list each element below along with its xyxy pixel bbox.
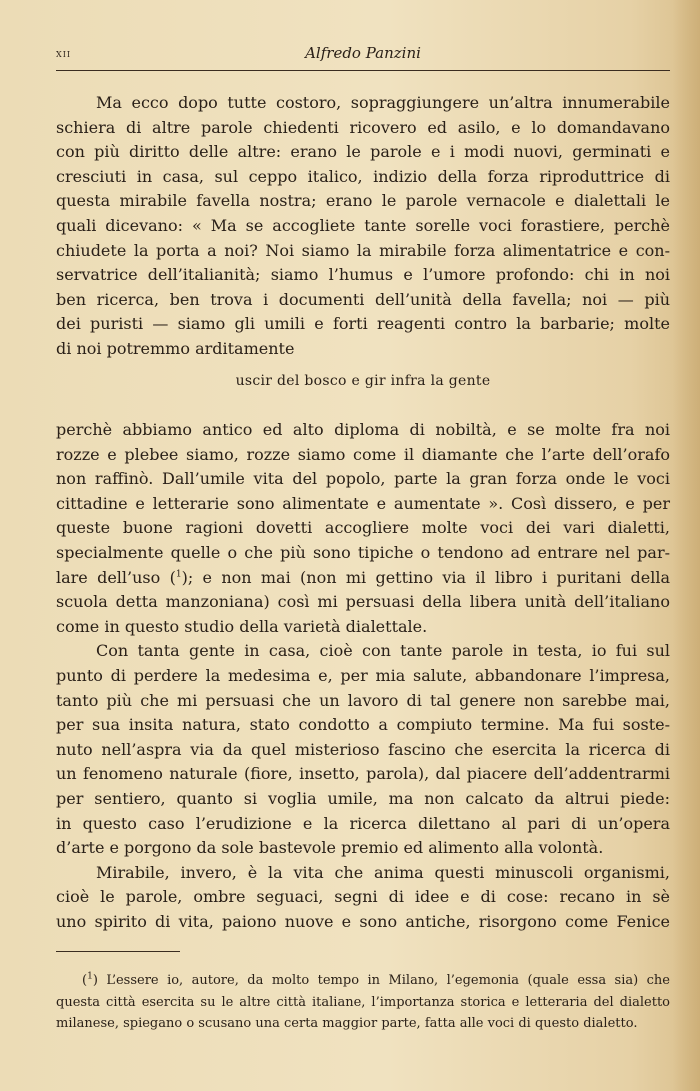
- text-line: rozze e plebee siamo, rozze siamo come il diamante che l’arte dell’orafo: [56, 444, 670, 464]
- footnote-marker: 1: [87, 971, 93, 982]
- text-line: Con tanta gente in casa, cioè con tante parole in testa, io fui sul: [96, 641, 670, 661]
- text-line: in questo caso l’erudizione e la ricerca dilettano al pari di un’opera: [56, 813, 670, 833]
- footnote: [56, 970, 670, 1035]
- text-line: come in questo studio della varietà dialettale.: [56, 616, 428, 636]
- running-title: Alfredo Panzini: [305, 44, 421, 62]
- footnote-rule: [56, 951, 180, 952]
- text-line: un fenomeno naturale (fiore, insetto, parola), dal piacere dell’addentrarmi: [56, 764, 670, 784]
- body-text-top: [56, 91, 670, 362]
- footnote-line: questa città esercita su le altre città italiane, l’importanza storica e letteraria del dialetto: [56, 994, 670, 1010]
- text-line: Mirabile, invero, è la vita che anima questi minuscoli organismi,: [96, 862, 670, 882]
- text-line-with-note: [56, 566, 670, 591]
- page-edge-shadow: [672, 0, 700, 1091]
- body-text-main: [56, 418, 670, 934]
- footnote-reference: 1: [175, 569, 182, 580]
- text-line: con più diritto delle altre: erano le parole e i modi nuovi, germinati e: [56, 142, 670, 162]
- text-line: Ma ecco dopo tutte costoro, sopraggiungere un’altra innumerabile: [96, 93, 670, 112]
- text-line: per sentiero, quanto si voglia umile, ma non calcato da altrui piede:: [56, 788, 670, 808]
- text-line: ben ricerca, ben trova i documenti dell’unità della favella; noi — più: [56, 289, 670, 309]
- text-fragment: ) L’essere io, autore, da molto tempo in Milano, l’egemonia (quale essa sia) che: [92, 973, 670, 988]
- text-line: per sua insita natura, stato condotto a compiuto termine. Ma fui soste-: [56, 715, 670, 735]
- text-line: servatrice dell’italianità; siamo l’humus e l’umore profondo: chi in noi: [56, 265, 670, 285]
- text-line: cresciuti in casa, sul ceppo italico, indizio della forza riproduttrice di: [56, 166, 670, 186]
- text-line: d’arte e porgono da sole bastevole premio ed alimento alla volontà.: [56, 838, 604, 858]
- text-line: chiudete la porta a noi? Noi siamo la mirabile forza alimentatrice e con-: [56, 240, 670, 260]
- page-number: xii: [56, 47, 72, 60]
- text-line: questa mirabile favella nostra; erano le parole vernacole e dialettali le: [56, 191, 670, 211]
- text-line: cioè le parole, ombre seguaci, segni di idee e di cose: recano in sè: [56, 887, 670, 907]
- text-line: non raffinò. Dall’umile vita del popolo, parte la gran forza onde le voci: [56, 469, 670, 489]
- text-line: dei puristi — siamo gli umili e forti reagenti contro la barbarie; molte: [56, 314, 670, 334]
- text-fragment: ); e non mai (non mi gettino via il libro i puritani della: [181, 567, 670, 587]
- text-line: queste buone ragioni dovetti accogliere molte voci dei vari dialetti,: [56, 518, 670, 538]
- text-line: di noi potremmo arditamente: [56, 338, 295, 358]
- text-line: scuola detta manzoniana) così mi persuasi della libera unità dell’italiano: [56, 592, 670, 612]
- text-line: specialmente quelle o che più sono tipiche o tendono ad entrare nel par-: [56, 542, 670, 562]
- text-line: tanto più che mi persuasi che un lavoro di tal genere non sarebbe mai,: [56, 690, 670, 710]
- text-line: quali dicevano: « Ma se accogliete tante sorelle voci forastiere, perchè: [56, 215, 670, 235]
- text-line: nuto nell’aspra via da quel misterioso fascino che esercita la ricerca di: [56, 739, 670, 759]
- text-fragment: lare dell’uso (: [56, 567, 176, 587]
- text-line: schiera di altre parole chiedenti ricovero ed asilo, e lo domandavano: [56, 117, 670, 137]
- verse-quotation: uscir del bosco e gir infra la gente: [235, 373, 491, 389]
- footnote-line: ($^1$) L’essere io, autore, da molto tempo in Milano, l’egemonia (quale essa sia) che: [82, 971, 670, 988]
- header-rule: [56, 70, 670, 71]
- text-line: punto di perdere la medesima e, per mia salute, abbandonare l’impresa,: [56, 665, 670, 685]
- footnote-line: milanese, spiegano o scusano una certa maggior parte, fatta alle voci di questo dialetto.: [56, 1016, 638, 1031]
- text-line: cittadine e letterarie sono alimentate e aumentate ». Così dissero, e per: [56, 493, 670, 513]
- text-line: uno spirito di vita, paiono nuove e sono antiche, risorgono come Fenice: [56, 911, 670, 931]
- page-header: [56, 44, 670, 66]
- text-line: perchè abbiamo antico ed alto diploma di nobiltà, e se molte fra noi: [56, 420, 670, 439]
